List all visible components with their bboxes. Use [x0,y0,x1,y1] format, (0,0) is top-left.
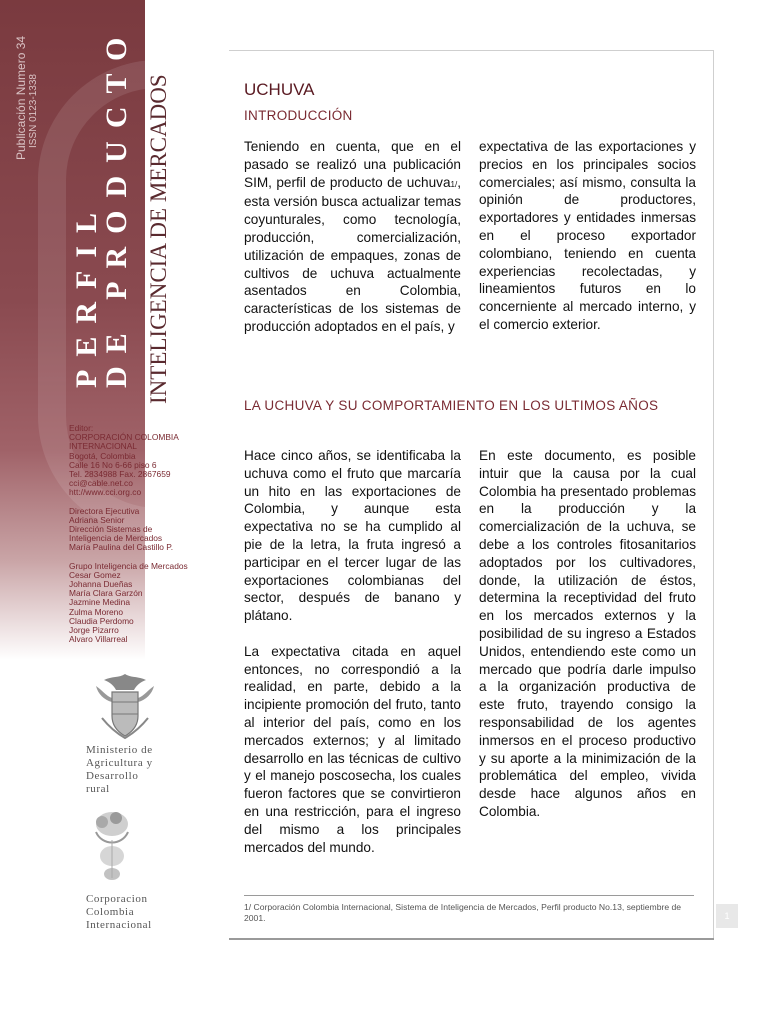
footnote-reference: 1/ [450,179,458,189]
ministry-line: Desarrollo [86,770,139,782]
editor-line: Adriana Senior [69,514,125,525]
editor-line: Editor: [69,423,94,433]
publication-number: Publicación Numero 34 [14,35,28,160]
intro-left-column [244,138,461,336]
section-right-paragraph: En este documento, es posible intuir que la causa por la cual Colombia ha presentado problemas en la producción y la comercialización de la uchuva, se debe a los controles fitosanitarios adoptados por los cultivadores, donde, la utilización de éstos, determina la receptividad del fruto en los mercados externos y la posibilidad de su ingreso a Estados Unidos, entendiendo este como un mercado que podría darle impulso a la organización productiva de este fruto, trayendo consigo la responsabilidad de los agentes inmersos en el proceso productivo y su aporte a la minimización de la problemática del empleo, vivida desde hace algunos años en Colombia. [479,448,696,819]
editor-line: Bogotá, Colombia [69,450,136,461]
inteligencia-de-mercados-title: INTELIGENCIA DE MERCADOS [146,74,171,404]
ministry-line: Agricultura y [86,757,153,769]
intro-left-text-a: Teniendo en cuenta, que en el pasado se realizó una publicación SIM, perfil de producto de uchuva [244,139,461,190]
footnote: 1/ Corporación Colombia Internacional, Sistema de Inteligencia de Mercados, Perfil producto No.13, septiembre de 2001. [244,902,682,923]
intro-right-paragraph: expectativa de las exportaciones y precios en los principales socios comerciales; así mismo, consulta la opinión de productores, exportadores y entidades inmersas en el proceso exportador colombiano, teniendo en cuenta experiencias recolectadas, y lineamientos futuros en lo concerniente al mercado interno, y el comercio exterior. [479,139,696,332]
editor-line: Claudia Perdomo [69,615,134,626]
editor-line: Calle 16 No 6-66 piso 6 [69,459,157,470]
cci-fruit-logo-icon [82,806,142,884]
intro-heading: INTRODUCCIÓN [244,108,353,123]
colombia-coat-of-arms-icon [92,672,158,740]
editor-line: Zulma Moreno [69,606,123,617]
section-heading: LA UCHUVA Y SU COMPORTAMIENTO EN LOS ULTIMOS AÑOS [244,398,659,413]
intro-right-column [479,138,696,334]
editor-line: Johanna Dueñas [69,579,133,590]
section-left-paragraph-2: La expectativa citada en aquel entonces, no correspondió a la realidad, en parte, debido a la incipiente promoción del fruto, tanto al interior del país, como en los mercados externos; y al limitado desarrollo en las técnicas de cultivo y el manejo poscosecha, los cuales fueron factores que se convirtieron en una restricción, para el ingreso del mismo a los principales mercados del mundo. [244,643,461,855]
editor-email[interactable]: cci@cable.net.co [69,478,133,489]
corporacion-logo-text [86,893,186,932]
editor-website[interactable]: htt://www.cci.org.co [69,487,142,498]
page-title: UCHUVA [244,80,315,99]
editor-line: INTERNACIONAL [69,441,137,452]
editor-line: Tel. 2834988 Fax. 2867659 [69,469,171,480]
frame-top-border [229,50,713,51]
de-producto-title: DE PRODUCTO [100,24,133,388]
editor-line: Directora Ejecutiva [69,505,140,516]
corporacion-line: Internacional [86,919,152,931]
editor-line: Alvaro Villarreal [69,634,128,645]
ministry-logo-text [86,744,186,796]
editor-line: Inteligencia de Mercados [69,533,163,544]
editor-info [69,424,219,644]
page-number-tab: 1 [716,904,738,928]
editor-line: Jorge Pizarro [69,625,119,636]
editor-line: Dirección Sistemas de [69,524,153,535]
editor-line: CORPORACIÓN COLOMBIA [69,432,179,443]
intro-left-paragraph [244,138,461,336]
footnote-separator [244,895,694,896]
editor-line: María Paulina del Castillo P. [69,542,174,553]
section-left-column [244,447,461,856]
frame-right-border [713,50,714,938]
corporacion-line: Colombia [86,906,135,918]
editor-line: Grupo Inteligencia de Mercados [69,560,188,571]
ministry-line: rural [86,783,110,795]
perfil-title: PERFIL [70,199,103,388]
editor-line: Cesar Gomez [69,569,121,580]
editor-line: María Clara Garzón [69,588,143,599]
issn-number: ISSN 0123-1338 [28,74,39,148]
editor-line: Jazmine Medina [69,597,130,608]
section-left-paragraph-1: Hace cinco años, se identificaba la uchuva como el fruto que marcaría un hito en las exportaciones de Colombia, y aunque esta expectativa no se ha cumplido al pie de la letra, la fruta ingresó a participar en el tercer lugar de las exportaciones colombianas del sector, después de banano y plátano. [244,448,461,624]
ministry-line: Ministerio de [86,744,153,756]
corporacion-line: Corporacion [86,893,148,905]
intro-left-text-b: , esta versión busca actualizar temas coyunturales, como tecnología, producción, comercialización, utilización de empaques, zonas de cultivos de uchuva actualmente asentados en Colombia, características de los sistemas de producción adoptados en el país, y [244,174,461,334]
section-right-column [479,447,696,821]
frame-bottom-border [229,938,714,940]
